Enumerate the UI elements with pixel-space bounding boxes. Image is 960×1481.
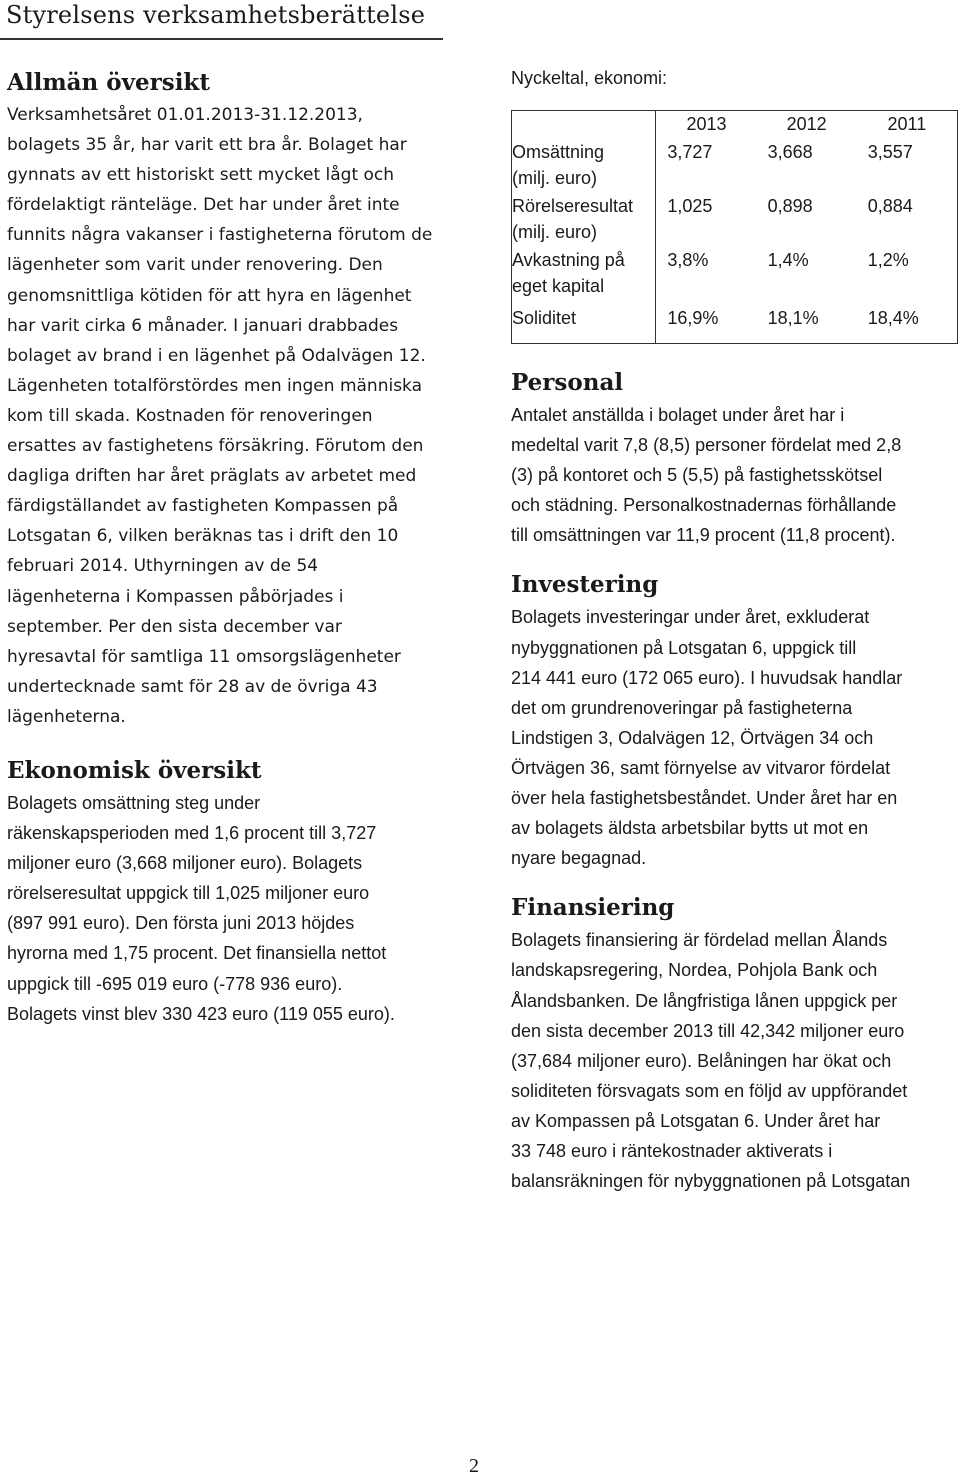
table-header-empty bbox=[512, 111, 656, 140]
year-header: 2013 bbox=[686, 114, 727, 134]
section-text-ekonomi: Bolagets omsättning steg under räkenskapsperioden med 1,6 procent till 3,727 miljoner euro (3,668 miljoner euro). Bolagets rörelseresultat uppgick till 1,025 miljoner euro (897 991 euro). Den första juni 2013 höjdes hyrorna med 1,75 procent. Det finansiella nettot uppgick till -695 019 euro (-778 936 euro). Bolagets vinst blev 330 423 euro (119 055 euro). bbox=[7, 792, 395, 1024]
section-ekonomisk-oversikt bbox=[7, 754, 447, 1029]
row-label: Avkastning på eget kapital bbox=[512, 247, 656, 301]
section-heading-investering: Investering bbox=[511, 571, 659, 599]
row-label: Soliditet bbox=[512, 301, 656, 344]
section-heading-finansiering: Finansiering bbox=[511, 894, 675, 922]
section-personal bbox=[511, 366, 951, 550]
year-header: 2012 bbox=[786, 114, 827, 134]
table-cell: 1,025 bbox=[667, 196, 713, 216]
section-text-investering: Bolagets investeringar under året, exkluderat nybyggnationen på Lotsgatan 6, uppgick till 214 441 euro (172 065 euro). I huvudsak handlar det om grundrenoveringar på fastigheterna Lindstigen 3, Odalvägen 12, Örtvägen 34 och Örtvägen 36, samt förnyelse av vitvaror fördelat över hela fastighetsbeståndet. Under året har en av bolagets äldsta arbetsbilar bytts ut mot en nyare begagnad. bbox=[511, 607, 903, 869]
table-row bbox=[512, 139, 958, 193]
section-investering bbox=[511, 568, 951, 873]
year-header: 2011 bbox=[887, 114, 927, 134]
table-cell: 16,9% bbox=[667, 308, 719, 328]
table-cell: 1,4% bbox=[767, 250, 809, 270]
row-label: Omsättning (milj. euro) bbox=[512, 139, 656, 193]
section-text-personal: Antalet anställda i bolaget under året har i medeltal varit 7,8 (8,5) personer fördelat med 2,8 (3) på kontoret och 5 (5,5) på fastighetsskötsel och städning. Personalkostnadernas förhållande till omsättningen var 11,9 procent (11,8 procent). bbox=[511, 405, 902, 546]
table-cell: 0,898 bbox=[767, 196, 813, 216]
page-title: Styrelsens verksamhetsberättelse bbox=[6, 1, 426, 29]
section-heading-allman: Allmän översikt bbox=[7, 69, 210, 96]
table-row bbox=[512, 247, 958, 301]
table-header-row bbox=[512, 111, 958, 140]
table-cell: 1,2% bbox=[867, 250, 909, 270]
section-allman-oversikt bbox=[7, 66, 447, 732]
table-cell: 0,884 bbox=[867, 196, 913, 216]
table-row bbox=[512, 193, 958, 247]
table-cell: 18,4% bbox=[867, 308, 919, 328]
section-finansiering bbox=[511, 891, 951, 1196]
section-heading-personal: Personal bbox=[511, 369, 624, 396]
table-cell: 3,727 bbox=[667, 142, 713, 162]
left-column bbox=[7, 66, 447, 1043]
key-figures-title: Nyckeltal, ekonomi: bbox=[511, 68, 668, 88]
table-cell: 3,668 bbox=[767, 142, 813, 162]
key-figures-table bbox=[511, 110, 958, 344]
row-label: Rörelseresultat (milj. euro) bbox=[512, 193, 656, 247]
page-number: 2 bbox=[469, 1455, 479, 1477]
table-cell: 3,557 bbox=[867, 142, 913, 162]
page-header bbox=[0, 0, 443, 40]
section-text-allman: Verksamhetsåret 01.01.2013-31.12.2013, bolagets 35 år, har varit ett bra år. Bolaget har gynnats av ett historiskt sett mycket lågt och fördelaktigt ränteläge. Det har under året inte funnits några vakanser i fastigheterna förutom de lägenheter som varit under renovering. Den genomsnittliga kötiden för att hyra en lägenhet har varit cirka 6 månader. I januari drabbades bolaget av brand i en lägenhet på Odalvägen 12. Lägenheten totalförstördes men ingen människa kom till skada. Kostnaden för renoveringen ersattes av fastighetens försäkring. Förutom den dagliga driften har året präglats av arbetet med färdigställandet av fastigheten Kompassen på Lotsgatan 6, vilken beräknas tas i drift den 10 februari 2014. Uthyrningen av de 54 lägenheterna i Kompassen påbörjades i september. Per den sista december var hyresavtal för samtliga 11 omsorgslägenheter undertecknade samt för 28 av de övriga 43 lägenheterna. bbox=[7, 105, 433, 727]
section-heading-ekonomi: Ekonomisk översikt bbox=[7, 756, 262, 784]
table-cell: 3,8% bbox=[667, 250, 709, 270]
table-cell: 18,1% bbox=[767, 308, 819, 328]
section-text-finansiering: Bolagets finansiering är fördelad mellan Ålands landskapsregering, Nordea, Pohjola Bank och Ålandsbanken. De långfristiga lånen uppgick per den sista december 2013 till 42,342 miljoner euro (37,684 miljoner euro). Belåningen har ökat och soliditeten försvagats som en följd av uppförandet av Kompassen på Lotsgatan 6. Under året har 33 748 euro i räntekostnader aktiverats i balansräkningen för nybyggnationen på Lotsgatan bbox=[511, 930, 911, 1192]
right-column bbox=[511, 66, 951, 1210]
table-row bbox=[512, 301, 958, 344]
